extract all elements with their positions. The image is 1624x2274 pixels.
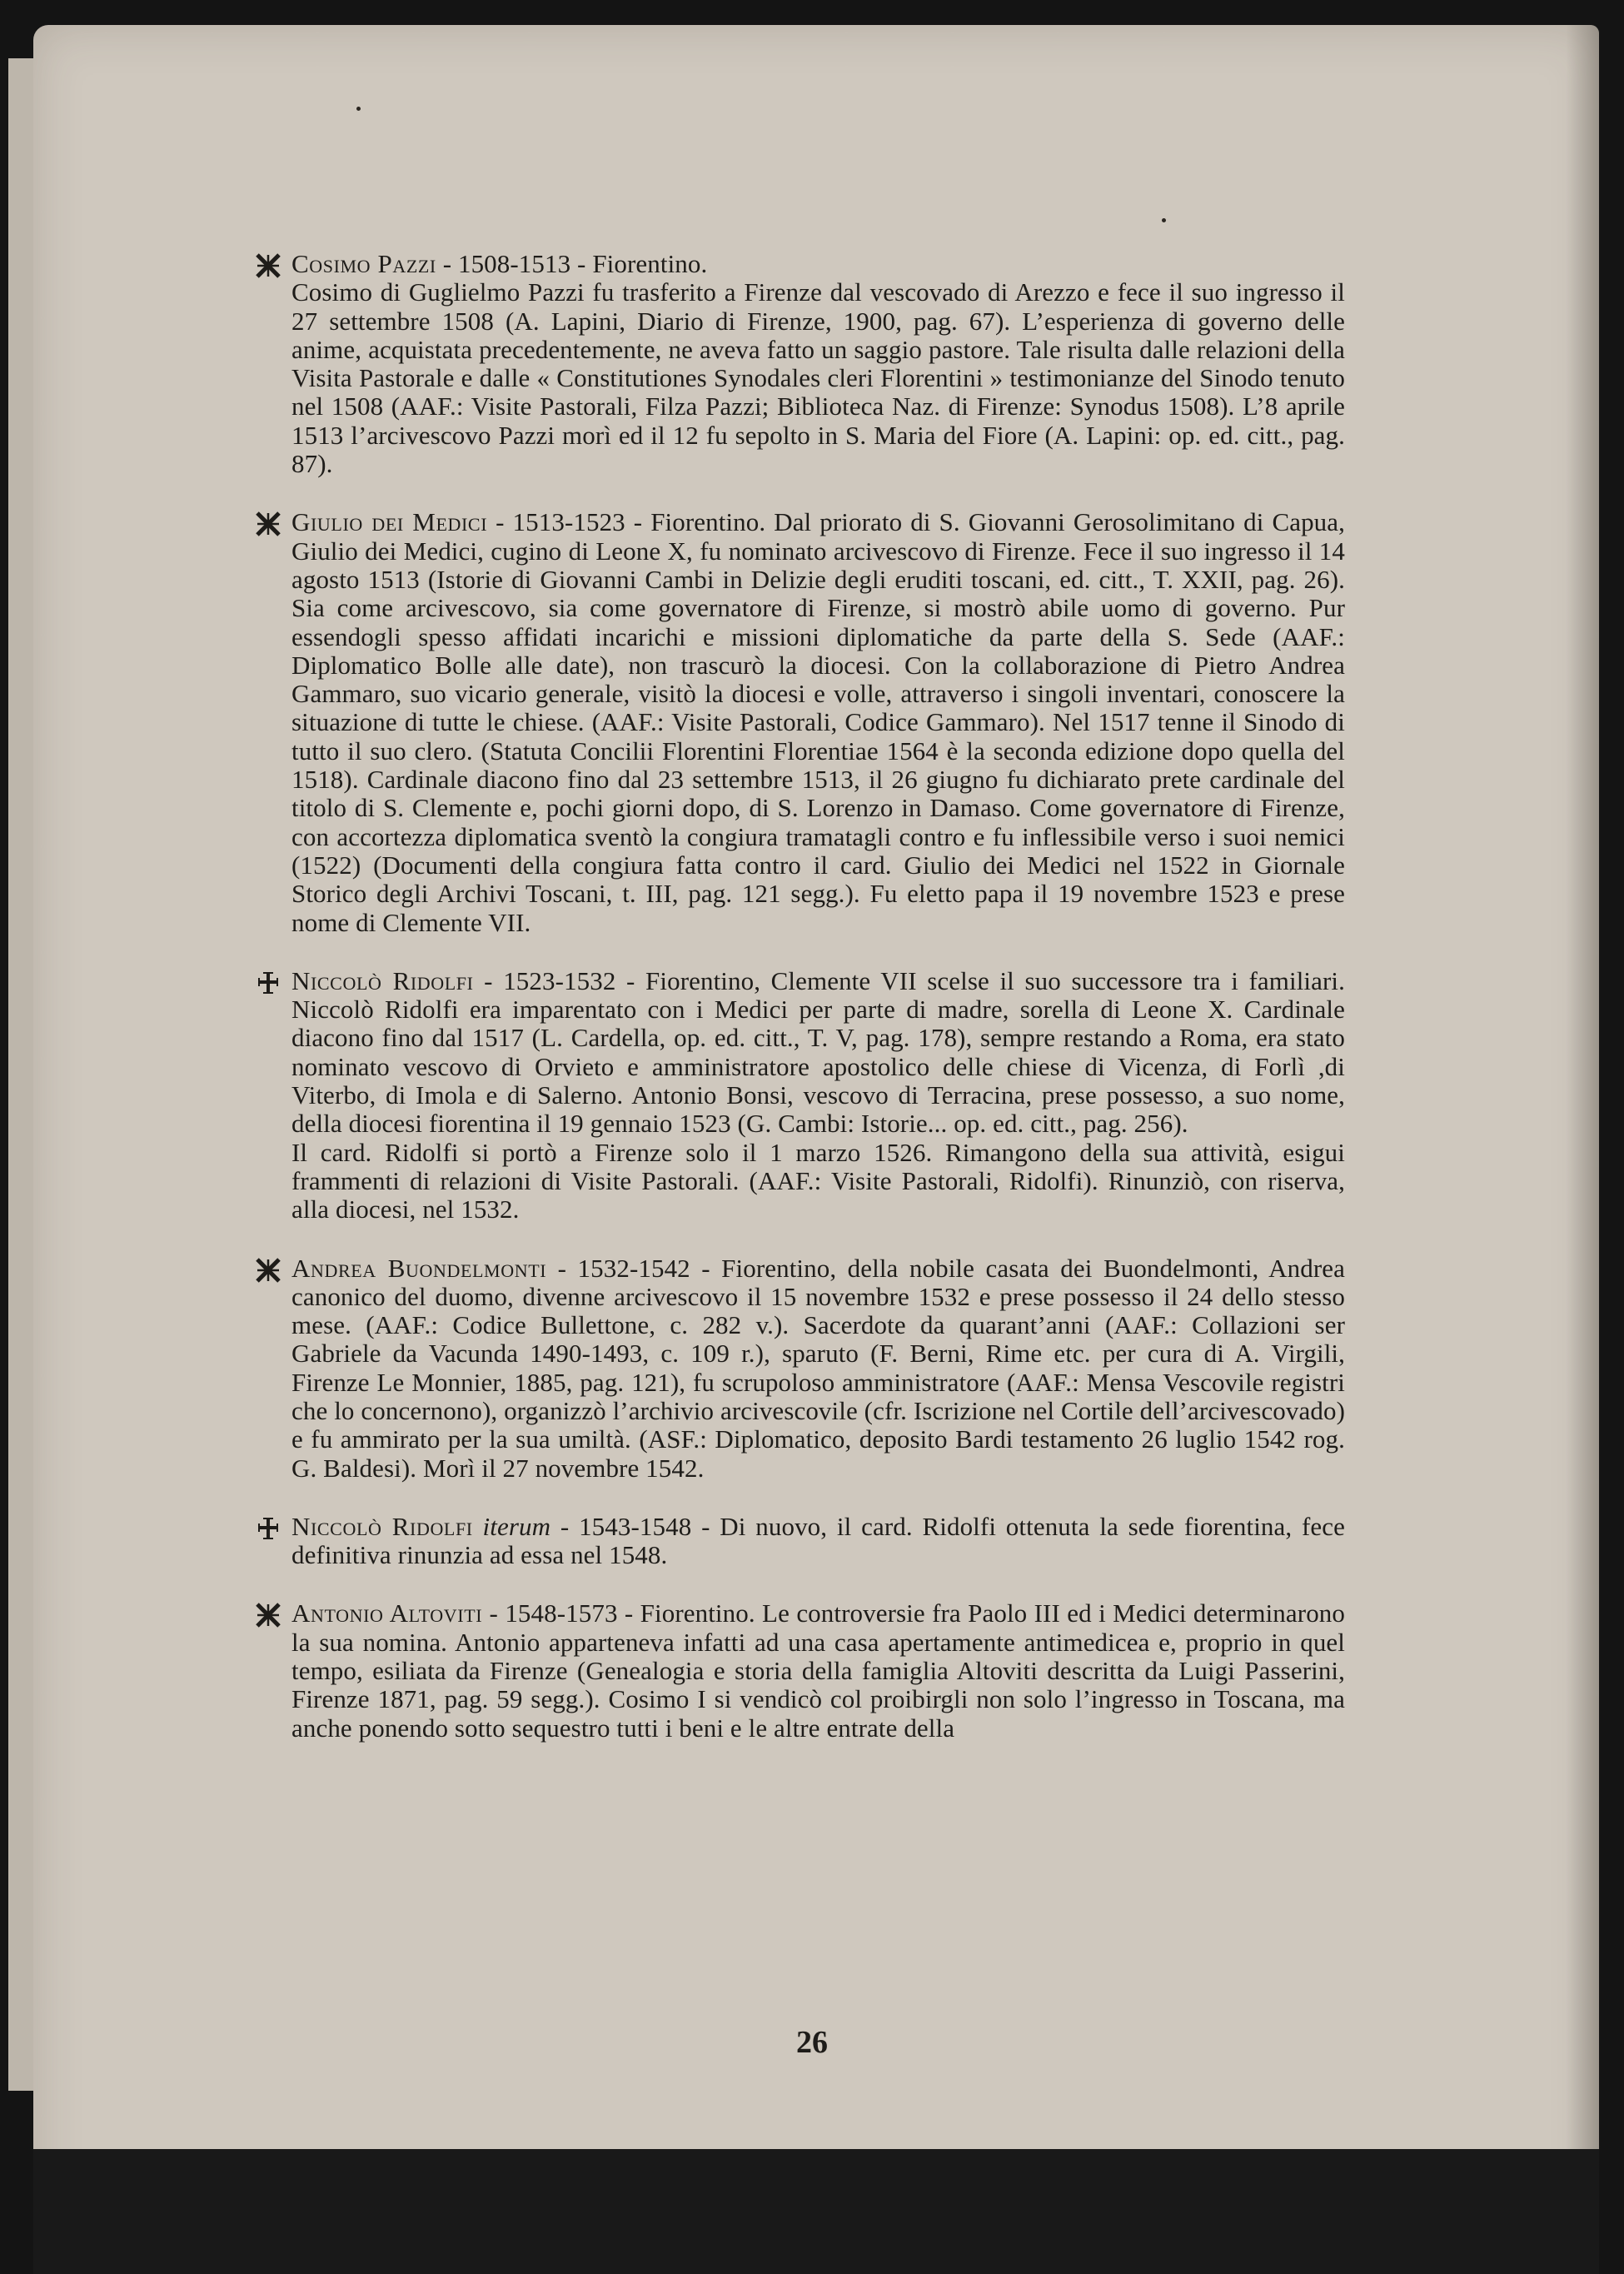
entry-text [291, 1599, 1345, 1742]
entry-text [291, 508, 1345, 936]
entry-heading: - 1532-1542 - Fiorentino, della nobile casata dei Buondelmonti, Andrea canonico del duomo, divenne arcivescovo il 15 novembre 1532 e prese possesso il 24 dello stesso mese. (AAF.: Codice Bullettone, c. 282 v.). Sacerdote da quarant’anni (AAF.: Collazioni ser Gabriele da Vacunda 1490-1493, c. 109 r.), sparuto (F. Berni, Rime etc. per cura di A. Virgili, Firenze Le Monnier, 1885, pag. 121), fu scrupoloso amministratore (AAF.: Mensa Vescovile registri che lo concernono), organizzò l’archivio arcivescovile (cfr. Iscrizione nel Cortile dell’arcivescovado) e fu ammirato per la sua umiltà. (ASF.: Diplomatico, deposito Bardi testamento 26 luglio 1542 rog. G. Baldesi). Morì il 27 novembre 1542. [291, 1253, 1345, 1483]
entry-giulio-dei-medici [291, 508, 1345, 936]
entry-heading: - 1513-1523 - Fiorentino. Dal priorato di S. Giovanni Gerosolimitano di Capua, Giulio dei Medici, cugino di Leone X, fu nominato arcivescovo di Firenze. Fece il suo ingresso il 14 agosto 1513 (Istorie di Giovanni Cambi in Delizie degli eruditi toscani, ed. citt., T. XXII, pag. 26). Sia come arcivescovo, sia come governatore di Firenze, si mostrò abile uomo di governo. Pur essendogli spesso affidati incarichi e missioni diplomatiche da parte della S. Sede (AAF.: Diplomatico Bolle alle date), non trascurò la diocesi. Con la collaborazione di Pietro Andrea Gammaro, suo vicario generale, visitò la diocesi e volle, attraverso i singoli inventari, conoscere la situazione di tutte le chiese. (AAF.: Visite Pastorali, Codice Gammaro). Nel 1517 tenne il Sinodo di tutto il suo clero. (Statuta Concilii Florentini Florentiae 1564 è la seconda edizione dopo quella del 1518). Cardinale diacono fino dal 23 settembre 1513, il 26 giugno fu dichiarato prete cardinale del titolo di S. Clemente e, pochi giorni dopo, di S. Lorenzo in Damaso. Come governatore di Firenze, con accortezza diplomatica sventò la congiura tramatagli contro e fu inflessibile verso i suoi nemici (1522) (Documenti della congiura fatta contro il card. Giulio dei Medici nel 1522 in Giornale Storico degli Archivi Toscani, t. III, pag. 121 segg.). Fu eletto papa il 19 novembre 1523 e prese nome di Clemente VII. [291, 507, 1345, 937]
entry-cosimo-pazzi [291, 250, 1345, 478]
bishop-name-italic: iterum [482, 1511, 551, 1541]
entry-heading: - 1523-1532 - Fiorentino, Clemente VII scelse il suo successore tra i familiari. Niccolò Ridolfi era imparentato con i Medici per parte di madre, sorella di Leone X. Cardinale diacono fino dal 1517 (L. Cardella, op. ed. citt., T. V, pag. 178), sempre restando a Roma, era stato nominato vescovo di Orvieto e amministratore apostolico delle chiese di Vicenza, di Forlì ,di Viterbo, di Imola e di Salerno. Antonio Bonsi, vescovo di Terracina, prese possesso, a suo nome, della diocesi fiorentina il 19 gennaio 1523 (G. Cambi: Istorie... op. ed. citt., pag. 256). [291, 965, 1345, 1139]
entry-heading: - 1548-1573 - Fiorentino. Le controversie fra Paolo III ed i Medici determinarono la sua nomina. Antonio apparteneva infatti ad una casa apertamente antimedicea e, proprio in quel tempo, esiliata da Firenze (Genealogia e storia della famiglia Altoviti descritta da Luigi Passerini, Firenze 1871, pag. 59 segg.). Cosimo I si vendicò col proibirgli non solo l’ingresso in Toscana, ma anche ponendo sotto sequestro tutti i beni e le altre entrate della [291, 1598, 1345, 1743]
bishop-name: Andrea Buondelmonti [291, 1253, 547, 1283]
maltese-cross-icon [252, 508, 285, 536]
maltese-cross-icon [252, 1599, 285, 1628]
entry-text [291, 1254, 1345, 1483]
maltese-cross-icon [252, 1254, 285, 1283]
cross-icon [252, 967, 285, 995]
entry-body: Il card. Ridolfi si portò a Firenze solo il 1 marzo 1526. Rimangono della sua attività, esigui frammenti di relazioni di Visite Pastorali. (AAF.: Visite Pastorali, Ridolfi). Rinunziò, con riserva, alla diocesi, nel 1532. [291, 1137, 1345, 1224]
bishop-name: Cosimo Pazzi [291, 249, 436, 278]
entry-antonio-altoviti [291, 1599, 1345, 1742]
entry-text [291, 250, 1345, 478]
entry-niccolo-ridolfi-iterum [291, 1513, 1345, 1570]
background-bottom [33, 2149, 1599, 2274]
bishop-name: Niccolò Ridolfi [291, 1511, 473, 1541]
entry-text [291, 1513, 1345, 1570]
bishop-name: Niccolò Ridolfi [291, 965, 474, 995]
cross-icon [252, 1513, 285, 1541]
page-shadow-edge [1566, 25, 1599, 2266]
bishop-name: Antonio Altoviti [291, 1598, 483, 1628]
entry-heading: - 1543-1548 - Di nuovo, il card. Ridolfi ottenuta la sede fiorentina, fece definitiva rinunzia ad essa nel 1548. [291, 1511, 1346, 1570]
entry-text [291, 967, 1345, 1224]
bishop-name: Giulio dei Medici [291, 507, 488, 537]
maltese-cross-icon [252, 250, 285, 278]
entry-body: Cosimo di Guglielmo Pazzi fu trasferito a Firenze dal vescovado di Arezzo e fece il suo ingresso il 27 settembre 1508 (A. Lapini, Diario di Firenze, 1900, pag. 67). L’esperienza di governo delle anime, acquistata precedentemente, ne aveva fatto un saggio pastore. Tale risulta dalle relazioni della Visita Pastorale e dalle « Constitutiones Synodales cleri Florentini » testimonianze del Sinodo tenuto nel 1508 (AAF.: Visite Pastorali, Filza Pazzi; Biblioteca Naz. di Firenze: Synodus 1508). L’8 aprile 1513 l’arcivescovo Pazzi morì ed il 12 fu sepolto in S. Maria del Fiore (A. Lapini: op. ed. citt., pag. 87). [291, 277, 1345, 479]
speck [356, 107, 361, 111]
book-spine-edge [8, 58, 33, 2091]
text-column [291, 250, 1345, 1773]
entry-niccolo-ridolfi [291, 967, 1345, 1224]
entry-heading: - 1508-1513 - Fiorentino. [436, 249, 708, 278]
entry-andrea-buondelmonti [291, 1254, 1345, 1483]
page-number: 26 [796, 2025, 828, 2060]
speck [1162, 218, 1166, 222]
